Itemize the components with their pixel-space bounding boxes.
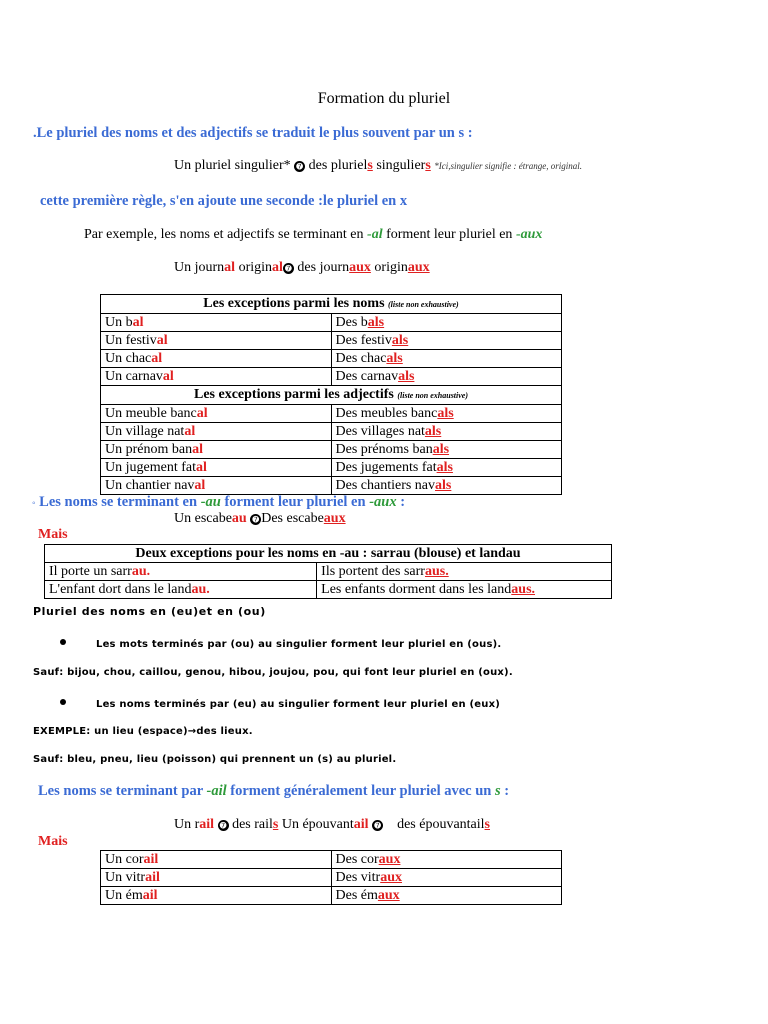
arrow-icon: ➐ bbox=[372, 820, 383, 831]
table-row: Un carnaval Des carnavals bbox=[101, 368, 562, 386]
arrow-icon: ➐ bbox=[294, 161, 305, 172]
page-title: Formation du pluriel bbox=[317, 90, 451, 107]
table-row: Un chantier naval Des chantiers navals bbox=[101, 477, 562, 495]
example-text: forment leur pluriel en bbox=[382, 227, 516, 242]
table-row: L'enfant dort dans le landau. Les enfants dorment dans les landaus. bbox=[45, 581, 612, 599]
example-text: singulier bbox=[372, 158, 426, 173]
mais-label: Mais bbox=[38, 527, 68, 542]
bullet-icon bbox=[60, 699, 66, 705]
table-row: Un prénom banal Des prénoms banals bbox=[101, 441, 562, 459]
suffix-al: -al bbox=[367, 227, 383, 242]
example-text: Un pluriel singulier* bbox=[174, 158, 291, 173]
example-escabeau: Un escabeau ➐ Des escabeaux bbox=[174, 511, 346, 526]
table-row: Un festival Des festivals bbox=[101, 332, 562, 350]
example-text: des pluriel bbox=[308, 158, 368, 173]
arrow-icon: ➐ bbox=[250, 514, 261, 525]
table-row: Un chacal Des chacals bbox=[101, 350, 562, 368]
table-row: Il porte un sarrau. Ils portent des sarraus. bbox=[45, 563, 612, 581]
footnote: *Ici,singulier signifie : étrange, original. bbox=[434, 161, 583, 171]
table-row: Un vitrail Des vitraux bbox=[101, 869, 562, 887]
example-text: des journ bbox=[293, 260, 350, 275]
table-header: Les exceptions parmi les noms (liste non exhaustive) bbox=[101, 295, 562, 314]
table-row: Un émail Des émaux bbox=[101, 887, 562, 905]
table-row: Un village natal Des villages natals bbox=[101, 423, 562, 441]
exemple-eu: EXEMPLE: un lieu (espace)→des lieux. bbox=[33, 726, 253, 737]
example-text: Par exemple, les noms et adjectifs se terminant en bbox=[84, 227, 368, 242]
ending: al bbox=[272, 260, 283, 275]
bullet-eu: Les noms terminés par (eu) au singulier forment leur pluriel en (eux) bbox=[60, 699, 500, 711]
plural-ending: s bbox=[425, 158, 431, 173]
exceptions-ail-table bbox=[100, 850, 562, 905]
exceptions-au-table bbox=[44, 544, 612, 599]
example-text: origin bbox=[235, 260, 273, 275]
table-row: Un corail Des coraux bbox=[101, 851, 562, 869]
bullet-icon: ◦ bbox=[32, 498, 36, 509]
example-journal bbox=[174, 260, 430, 276]
rule-plural-x: cette première règle, s'en ajoute une seconde :le pluriel en x bbox=[40, 193, 408, 209]
rule-au-aux: ◦ Les noms se terminant en -au forment leur pluriel en -aux : bbox=[32, 494, 406, 510]
arrow-icon: ➐ bbox=[218, 820, 229, 831]
ending: al bbox=[224, 260, 236, 275]
sauf-eu: Sauf: bleu, pneu, lieu (poisson) qui prennent un (s) au pluriel. bbox=[33, 754, 397, 765]
table-row: Un bal Des bals bbox=[101, 314, 562, 332]
example-pluriel-singulier bbox=[174, 158, 582, 174]
bullet-icon bbox=[60, 639, 66, 645]
section-heading-eu-ou: Pluriel des noms en (eu)et en (ou) bbox=[33, 605, 266, 618]
exceptions-al-table bbox=[100, 294, 562, 495]
table-row: Un meuble bancal Des meubles bancals bbox=[101, 405, 562, 423]
table-header: Deux exceptions pour les noms en -au : sarrau (blouse) et landau bbox=[45, 545, 612, 563]
sauf-ou: Sauf: bijou, chou, caillou, genou, hibou, joujou, pou, qui font leur pluriel en (oux). bbox=[33, 667, 513, 678]
bullet-ou: Les mots terminés par (ou) au singulier forment leur pluriel en (ous). bbox=[60, 639, 501, 651]
example-al-aux bbox=[84, 227, 542, 243]
plural-ending: aux bbox=[349, 260, 371, 275]
example-rail: Un rail ➐ des rails Un épouvantail ➐ des épouvantails bbox=[174, 817, 490, 832]
rule-ail: Les noms se terminant par -ail forment généralement leur pluriel avec un s : bbox=[38, 783, 510, 799]
example-text: Un journ bbox=[174, 260, 225, 275]
plural-ending: aux bbox=[407, 260, 430, 275]
plural-ending: s bbox=[367, 158, 373, 173]
table-row: Un jugement fatal Des jugements fatals bbox=[101, 459, 562, 477]
mais-label-2: Mais bbox=[38, 834, 68, 849]
table-header: Les exceptions parmi les adjectifs (liste non exhaustive) bbox=[101, 386, 562, 405]
suffix-aux: -aux bbox=[515, 227, 543, 242]
rule-plural-s: .Le pluriel des noms et des adjectifs se traduit le plus souvent par un s : bbox=[33, 125, 473, 141]
arrow-icon: ➐ bbox=[283, 263, 294, 274]
example-text: origin bbox=[370, 260, 408, 275]
